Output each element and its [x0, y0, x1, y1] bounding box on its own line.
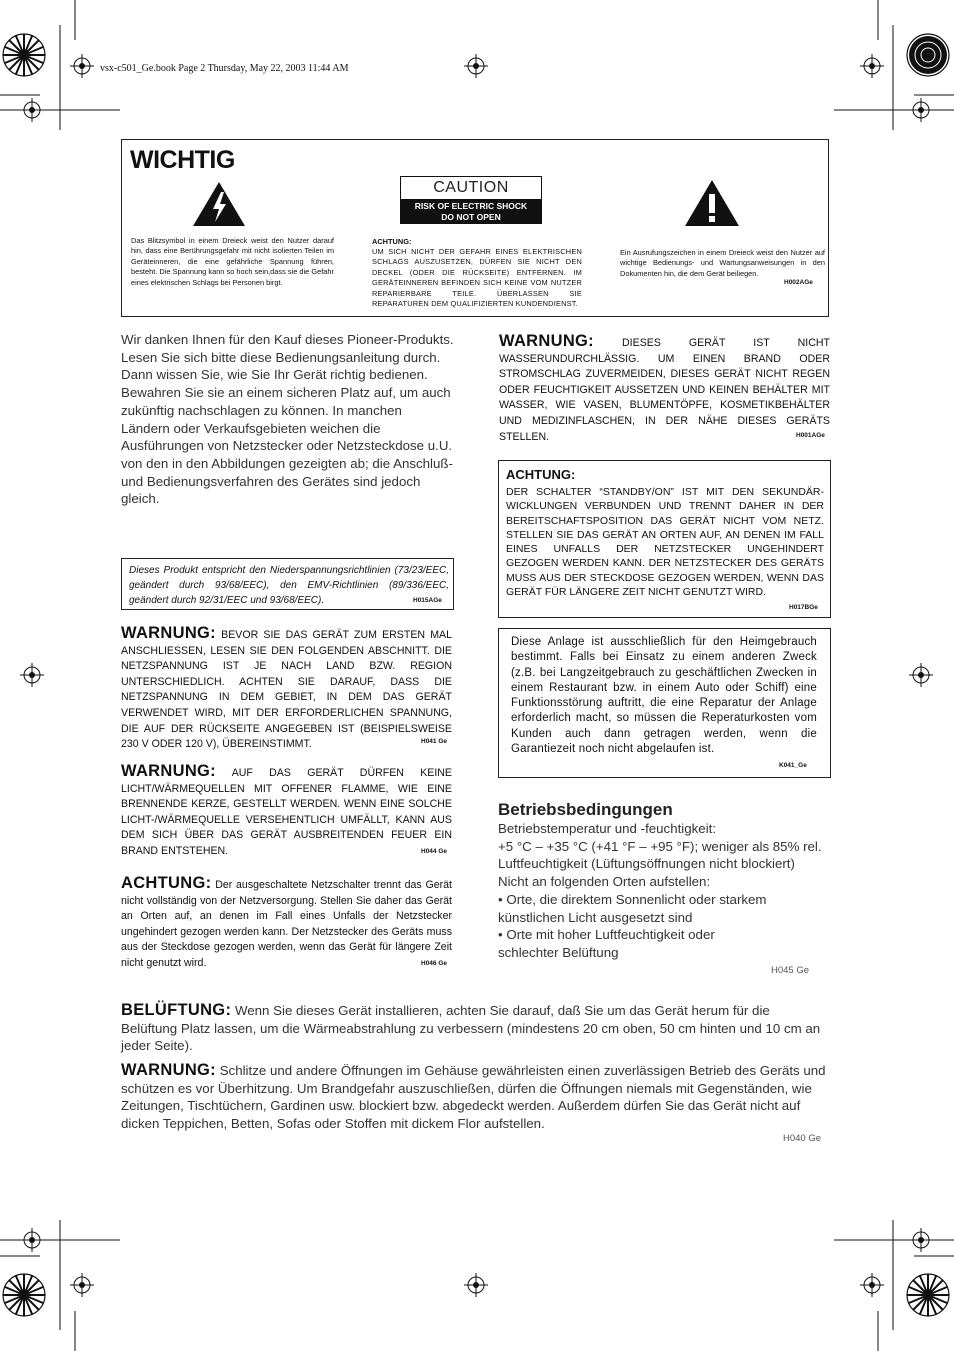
warning-water	[499, 334, 830, 445]
achtung-standby-box	[498, 460, 831, 618]
achtung-switch-heading: ACHTUNG:	[121, 874, 212, 892]
warning-water-heading: WARNUNG:	[499, 332, 594, 350]
lightning-explanation: Das Blitzsymbol in einem Dreieck weist den Nutzer darauf hin, dass eine Berührungsgefahr mit nicht isolierten Teilen im Geräteinneren, die eine gefährliche Spannung führen, besteht. Die Spannung kann so hoch sein,dass sie die Gefahr eines elektrischen Schlags bei Personen birgt.	[131, 236, 334, 287]
wichtig-code: H002AGe	[784, 279, 813, 286]
wichtig-title: WICHTIG	[130, 146, 235, 174]
ventilation-warning-text: Schlitze und andere Öffnungen im Gehäuse gewährleisten einen zuverlässigen Betrieb des Geräts und schützen es vor Überhitzung. Um Brandgefahr auszuschließen, dürfen die Öffnungen niemals mit Gegenständen, wie Zeitungen, Tischtüchern, Gardinen usw. blockiert bzw. abgedeckt werden. Außerdem dürfen Sie das Gerät nicht auf dicken Teppichen, Betten, Sofas oder Stoffen mit dickem Flor aufstellen.	[121, 1063, 826, 1132]
achtung-switch-text: Der ausgeschaltete Netzschalter trennt das Gerät nicht vollständig von der Netzversorgung. Stellen Sie daher das Gerät an Orten auf, an denen im Fall eines Unfalls der Netzstecker ungehindert gezogen werden kann. Der Netzstecker des Geräts muss aus der Steckdose gezogen werden, wenn das Gerät für längere Zeit nicht genutzt wird.	[121, 879, 452, 969]
center-heading: ACHTUNG:	[372, 237, 412, 246]
op-cond-line3: Nicht an folgenden Orten aufstellen:	[498, 874, 711, 890]
warning-water-code: H001AGe	[796, 432, 825, 439]
warning-flame-code: H044 Ge	[421, 848, 448, 855]
caution-label	[400, 176, 542, 224]
ventilation-warning-heading: WARNUNG:	[121, 1061, 216, 1079]
ventilation-text: Wenn Sie dieses Gerät installieren, achten Sie darauf, daß Sie um das Gerät herum für die Belüftung Platz lassen, um die Wärmeabstrahlung zu verbessern (mindestens 20 cm oben, 50 cm hinten und 10 cm an jeder Seite).	[121, 1003, 821, 1054]
home-use-text: Diese Anlage ist ausschließlich für den Heimgebrauch bestimmt. Falls bei Einsatz zu einem anderen Zweck (z.B. bei Langzeitgebrauch zu geschäftlichen Zwecken in einem Restaurant bzw. in einem Auto oder Schiff) eine Funktionsstörung auftritt, die eine Reparatur der Anlage erforderlich macht, so müssen die Reperaturkosten vom Kunden auch dann getragen werden, wenn die Garantiezeit noch nicht abgelaufen ist.	[511, 636, 817, 756]
home-use-box	[498, 628, 831, 778]
directive-text: Dieses Produkt entspricht den Niederspannungsrichtlinien (73/23/EEC, geändert durch 93/68/EEC), den EMV-Richtlinien (89/336/EEC, geändert durch 92/31/EEC und 93/68/EEC).	[129, 565, 449, 606]
achtung-switch	[121, 876, 452, 972]
achtung-switch-code: H046 Ge	[421, 960, 448, 967]
center-explanation: UM SICH NICHT DER GEFAHR EINES ELEKTRISCHEN SCHLAGS AUSZUSETZEN, DÜRFEN SIE NICHT DEN DECKEL (ODER DIE RÜCKSEITE) ENTFERNEN. IM GERÄTEINNEREN BEFINDEN SICH KEINE VOM NUTZER REPARIERBARE TEILE. ÜBERLASSEN SIE REPARATUREN DEM QUALIFIZIERTEN KUNDENDIENST.	[372, 247, 582, 309]
caution-title: CAUTION	[400, 176, 542, 200]
warning-water-text: DIESES GERÄT IST NICHT WASSERUNDURCHLÄSSIG. UM EINEN BRAND ODER STROMSCHLAG ZUVERMEIDEN, DIESES GERÄT NICHT REGEN ODER FEUCHTIGKEIT AUSSETZEN UND KEINEN BEHÄLTER MIT WASSER, WIE VASEN, BLUMENTÖPFE, KOSMETIKBEHÄLTER UND MEDIZINFLASCHEN, IN DER NÄHE DIESES GERÄTS STELLEN.	[499, 337, 830, 443]
warning-flame-text: AUF DAS GERÄT DÜRFEN KEINE LICHT/WÄRMEQUELLEN MIT OFFENER FLAMME, WIE EINE BRENNENDE KERZE, GESTELLT WERDEN. WENN EINE SOLCHE LICHT-/WÄRMEQUELLE VERSEHENTLICH UMFÄLLT, KANN AUS DEM SICH ÜBER DAS GERÄT AUSBREITENDEN FEUER EIN BRAND ENTSTEHEN.	[121, 767, 453, 857]
file-header: vsx-c501_Ge.book Page 2 Thursday, May 22, 2003 11:44 AM	[100, 63, 349, 74]
ventilation-heading: BELÜFTUNG:	[121, 1001, 232, 1019]
warning-voltage-code: H041 Ge	[421, 738, 448, 745]
directive-box	[121, 558, 454, 610]
ventilation-code: H040 Ge	[783, 1133, 822, 1144]
lightning-warning-icon	[191, 180, 247, 228]
warning-voltage-text: BEVOR SIE DAS GERÄT ZUM ERSTEN MAL ANSCHLIESSEN, LESEN SIE DEN FOLGENDEN ABSCHNITT. DIE NETZSPANNUNG IST JE NACH LAND BZW. REGION UNTERSCHIEDLICH. ACHTEN SIE DARAUF, DASS DIE NETZSPANNUNG IN DEM GEBIET, IN DEM DAS GERÄT VERWENDET WIRD, MIT DER ERFORDERLICHEN SPANNUNG, DIE AUF DER RÜCKSEITE ANGEGEBEN IST (BEISPIELSWEISE 230 V ODER 120 V), ÜBEREINSTIMMT.	[121, 629, 452, 751]
exclamation-warning-icon	[683, 178, 741, 228]
exclamation-explanation: Ein Ausrufungszeichen in einem Dreieck weist den Nutzer auf wichtige Bedienungs- und Wartungsanweisungen in den Dokumenten hin, die dem Gerät beiliegen.	[620, 248, 825, 278]
achtung-standby-text: DER SCHALTER “STANDBY/ON” IST MIT DEN SEKUNDÄR-WICKLUNGEN VERBUNDEN UND TRENNT DAHER IN DER BEREITSCHAFTSPOSITION DAS GERÄT NICHT VOM NETZ. STELLEN SIE DAS GERÄT AN ORTEN AUF, AN DENEN IM FALL EINES UNFALLS DER NETZSTECKER UNGEHINDERT GEZOGEN WERDEN KANN. DER NETZSTECKER DES GERÄTS MUSS AUS DER STECKDOSE GEZOGEN WERDEN, WENN DAS GERÄT FÜR LÄNGERE ZEIT NICHT GENUTZT WIRD.	[506, 486, 824, 599]
caution-sub1: RISK OF ELECTRIC SHOCK	[414, 201, 528, 211]
operating-conditions	[498, 820, 828, 962]
wichtig-box	[121, 139, 829, 317]
warning-flame-heading: WARNUNG:	[121, 762, 216, 780]
warning-voltage-heading: WARNUNG:	[121, 624, 216, 642]
home-use-code: K041_Ge	[779, 762, 807, 769]
directive-code: H015AGe	[413, 597, 442, 604]
warning-voltage	[121, 626, 452, 753]
ventilation	[121, 1002, 829, 1055]
warning-flame	[121, 764, 452, 860]
achtung-standby-code: H017BGe	[789, 604, 818, 611]
ventilation-warning	[121, 1062, 829, 1133]
caution-subtitle	[400, 200, 542, 224]
op-cond-line2: +5 °C – +35 °C (+41 °F – +95 °F); weniger als 85% rel. Luftfeuchtigkeit (Lüftungsöffnungen nicht blockiert)	[498, 838, 822, 872]
op-cond-bullet2: • Orte mit hoher Luftfeuchtigkeit oder schlechter Belüftung	[498, 927, 715, 960]
caution-sub2: DO NOT OPEN	[441, 212, 501, 222]
op-cond-line1: Betriebstemperatur und -feuchtigkeit:	[498, 821, 717, 836]
intro-text: Wir danken Ihnen für den Kauf dieses Pioneer-Produkts. Lesen Sie sich bitte diese Bedienungsanleitung durch. Dann wissen Sie, wie Sie Ihr Gerät richtig bedienen. Bewahren Sie sie an einem sicheren Platz auf, um auch zukünftig nachschlagen zu können. In manchen Ländern oder Verkaufsgebieten weichen die Ausführungen von Netzstecker oder Netzsteckdose u.U. von den in den Abbildungen gezeigten ab; die Anschluß- und Bedienungsverfahren des Gerätes sind jedoch gleich.	[121, 332, 454, 507]
operating-conditions-title: Betriebsbedingungen	[498, 800, 673, 819]
achtung-standby-heading: ACHTUNG:	[506, 467, 576, 482]
operating-conditions-code: H045 Ge	[771, 965, 810, 976]
op-cond-bullet1: • Orte, die direktem Sonnenlicht oder starkem künstlichen Licht ausgesetzt sind	[498, 891, 767, 925]
